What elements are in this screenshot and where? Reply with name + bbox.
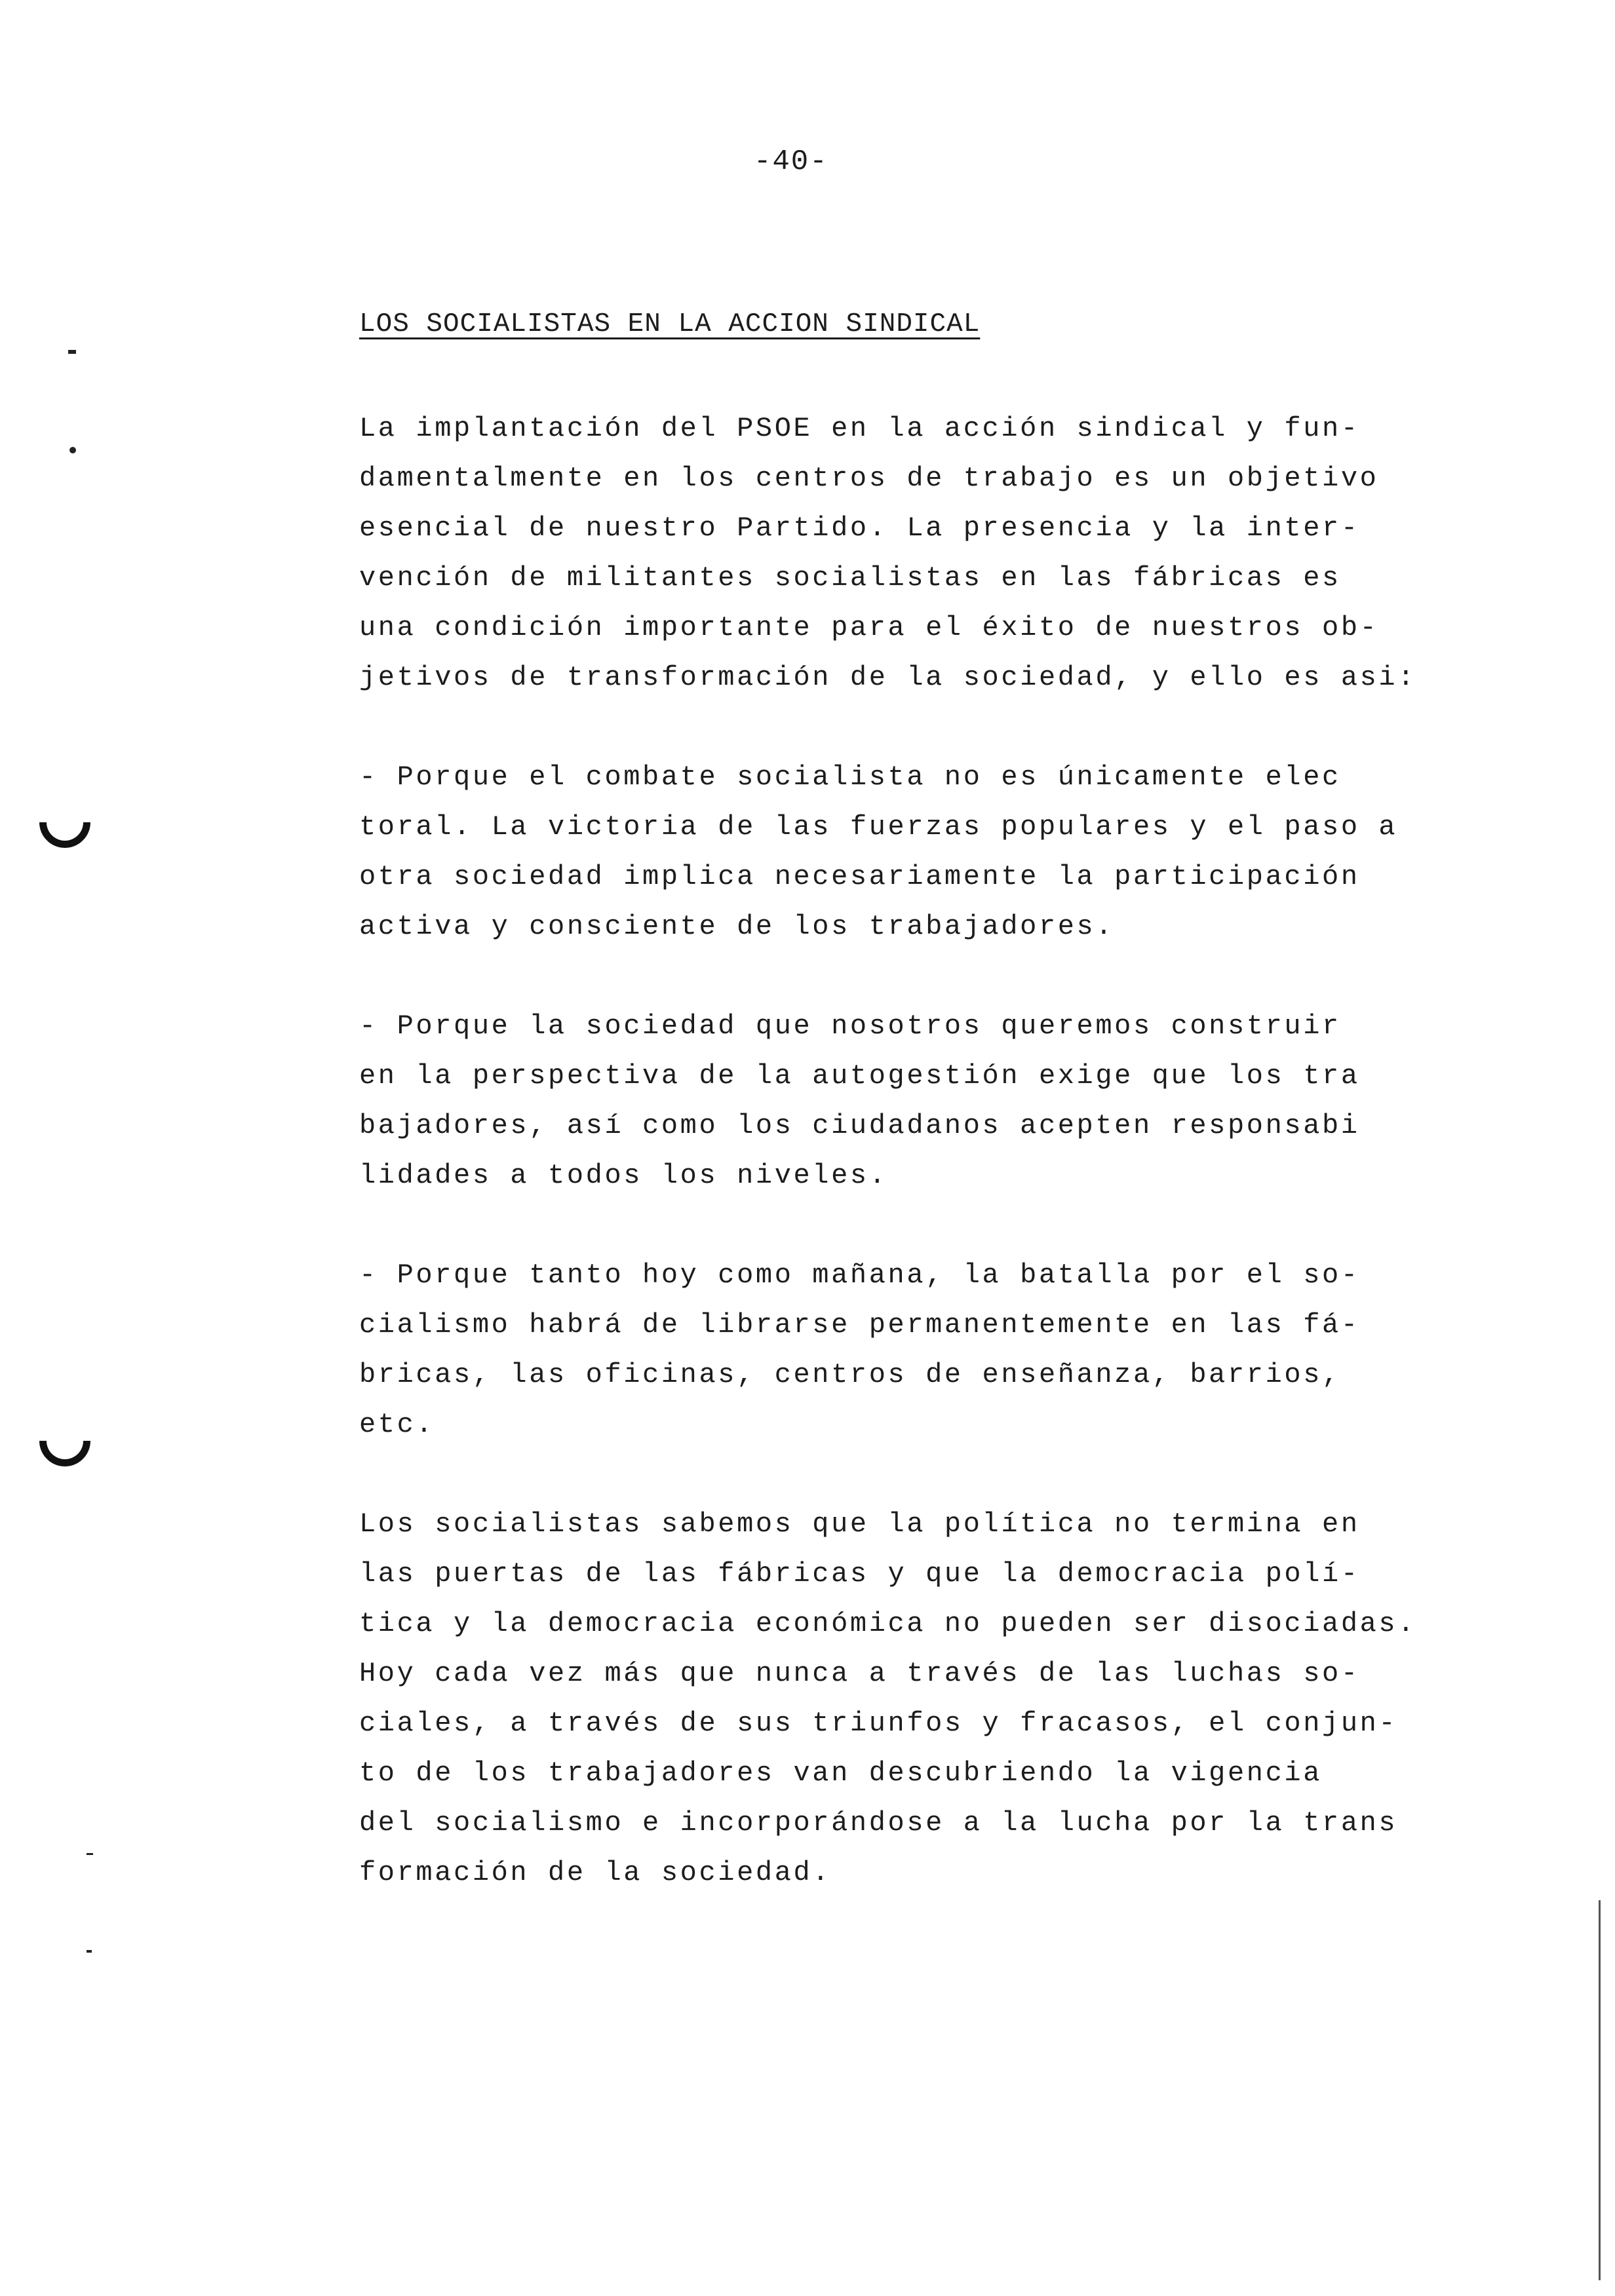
section-heading: LOS SOCIALISTAS EN LA ACCION SINDICAL bbox=[359, 309, 981, 339]
page-edge-line bbox=[1599, 1900, 1601, 2280]
text-line: en la perspectiva de la autogestión exige que los tra bbox=[359, 1060, 1360, 1092]
punch-hole-mark bbox=[29, 786, 101, 858]
text-line: del socialismo e incorporándose a la lucha por la trans bbox=[359, 1807, 1398, 1839]
text-line: Hoy cada vez más que nunca a través de las luchas so- bbox=[359, 1658, 1360, 1689]
margin-speck-mark bbox=[68, 350, 76, 354]
text-line: las puertas de las fábricas y que la democracia polí- bbox=[359, 1558, 1360, 1590]
margin-speck-mark bbox=[87, 1950, 92, 1953]
text-line: bajadores, así como los ciudadanos acepten responsabi bbox=[359, 1110, 1360, 1141]
text-line: esencial de nuestro Partido. La presencia y la inter- bbox=[359, 512, 1360, 544]
text-line: otra sociedad implica necesariamente la participación bbox=[359, 861, 1360, 892]
text-line: bricas, las oficinas, centros de enseñanza, barrios, bbox=[359, 1359, 1341, 1390]
text-line: La implantación del PSOE en la acción sindical y fun- bbox=[359, 413, 1360, 444]
text-line: toral. La victoria de las fuerzas populares y el paso a bbox=[359, 811, 1398, 843]
text-line: formación de la sociedad. bbox=[359, 1857, 832, 1888]
text-line: una condición importante para el éxito de nuestros ob- bbox=[359, 612, 1379, 643]
margin-speck-mark bbox=[69, 447, 76, 453]
text-line: tica y la democracia económica no pueden ser disociadas. bbox=[359, 1608, 1417, 1639]
punch-hole-mark bbox=[29, 1405, 101, 1477]
text-line: - Porque tanto hoy como mañana, la batalla por el so- bbox=[359, 1259, 1360, 1291]
text-line: etc. bbox=[359, 1409, 435, 1440]
text-line: - Porque la sociedad que nosotros queremos construir bbox=[359, 1010, 1341, 1042]
text-line: ciales, a través de sus triunfos y fracasos, el conjun- bbox=[359, 1708, 1398, 1739]
text-line: vención de militantes socialistas en las fábricas es bbox=[359, 562, 1341, 594]
margin-speck-mark bbox=[87, 1853, 93, 1855]
text-line: activa y consciente de los trabajadores. bbox=[359, 911, 1115, 942]
text-line: to de los trabajadores van descubriendo la vigencia bbox=[359, 1757, 1323, 1789]
text-line: Los socialistas sabemos que la política no termina en bbox=[359, 1508, 1360, 1540]
text-line: cialismo habrá de librarse permanentemente en las fá- bbox=[359, 1309, 1360, 1341]
text-line: jetivos de transformación de la sociedad, y ello es asi: bbox=[359, 662, 1417, 693]
text-line: - Porque el combate socialista no es únicamente elec bbox=[359, 761, 1341, 793]
page-number: -40- bbox=[754, 145, 828, 178]
text-line: damentalmente en los centros de trabajo es un objetivo bbox=[359, 463, 1379, 494]
text-line: lidades a todos los niveles. bbox=[359, 1160, 888, 1191]
